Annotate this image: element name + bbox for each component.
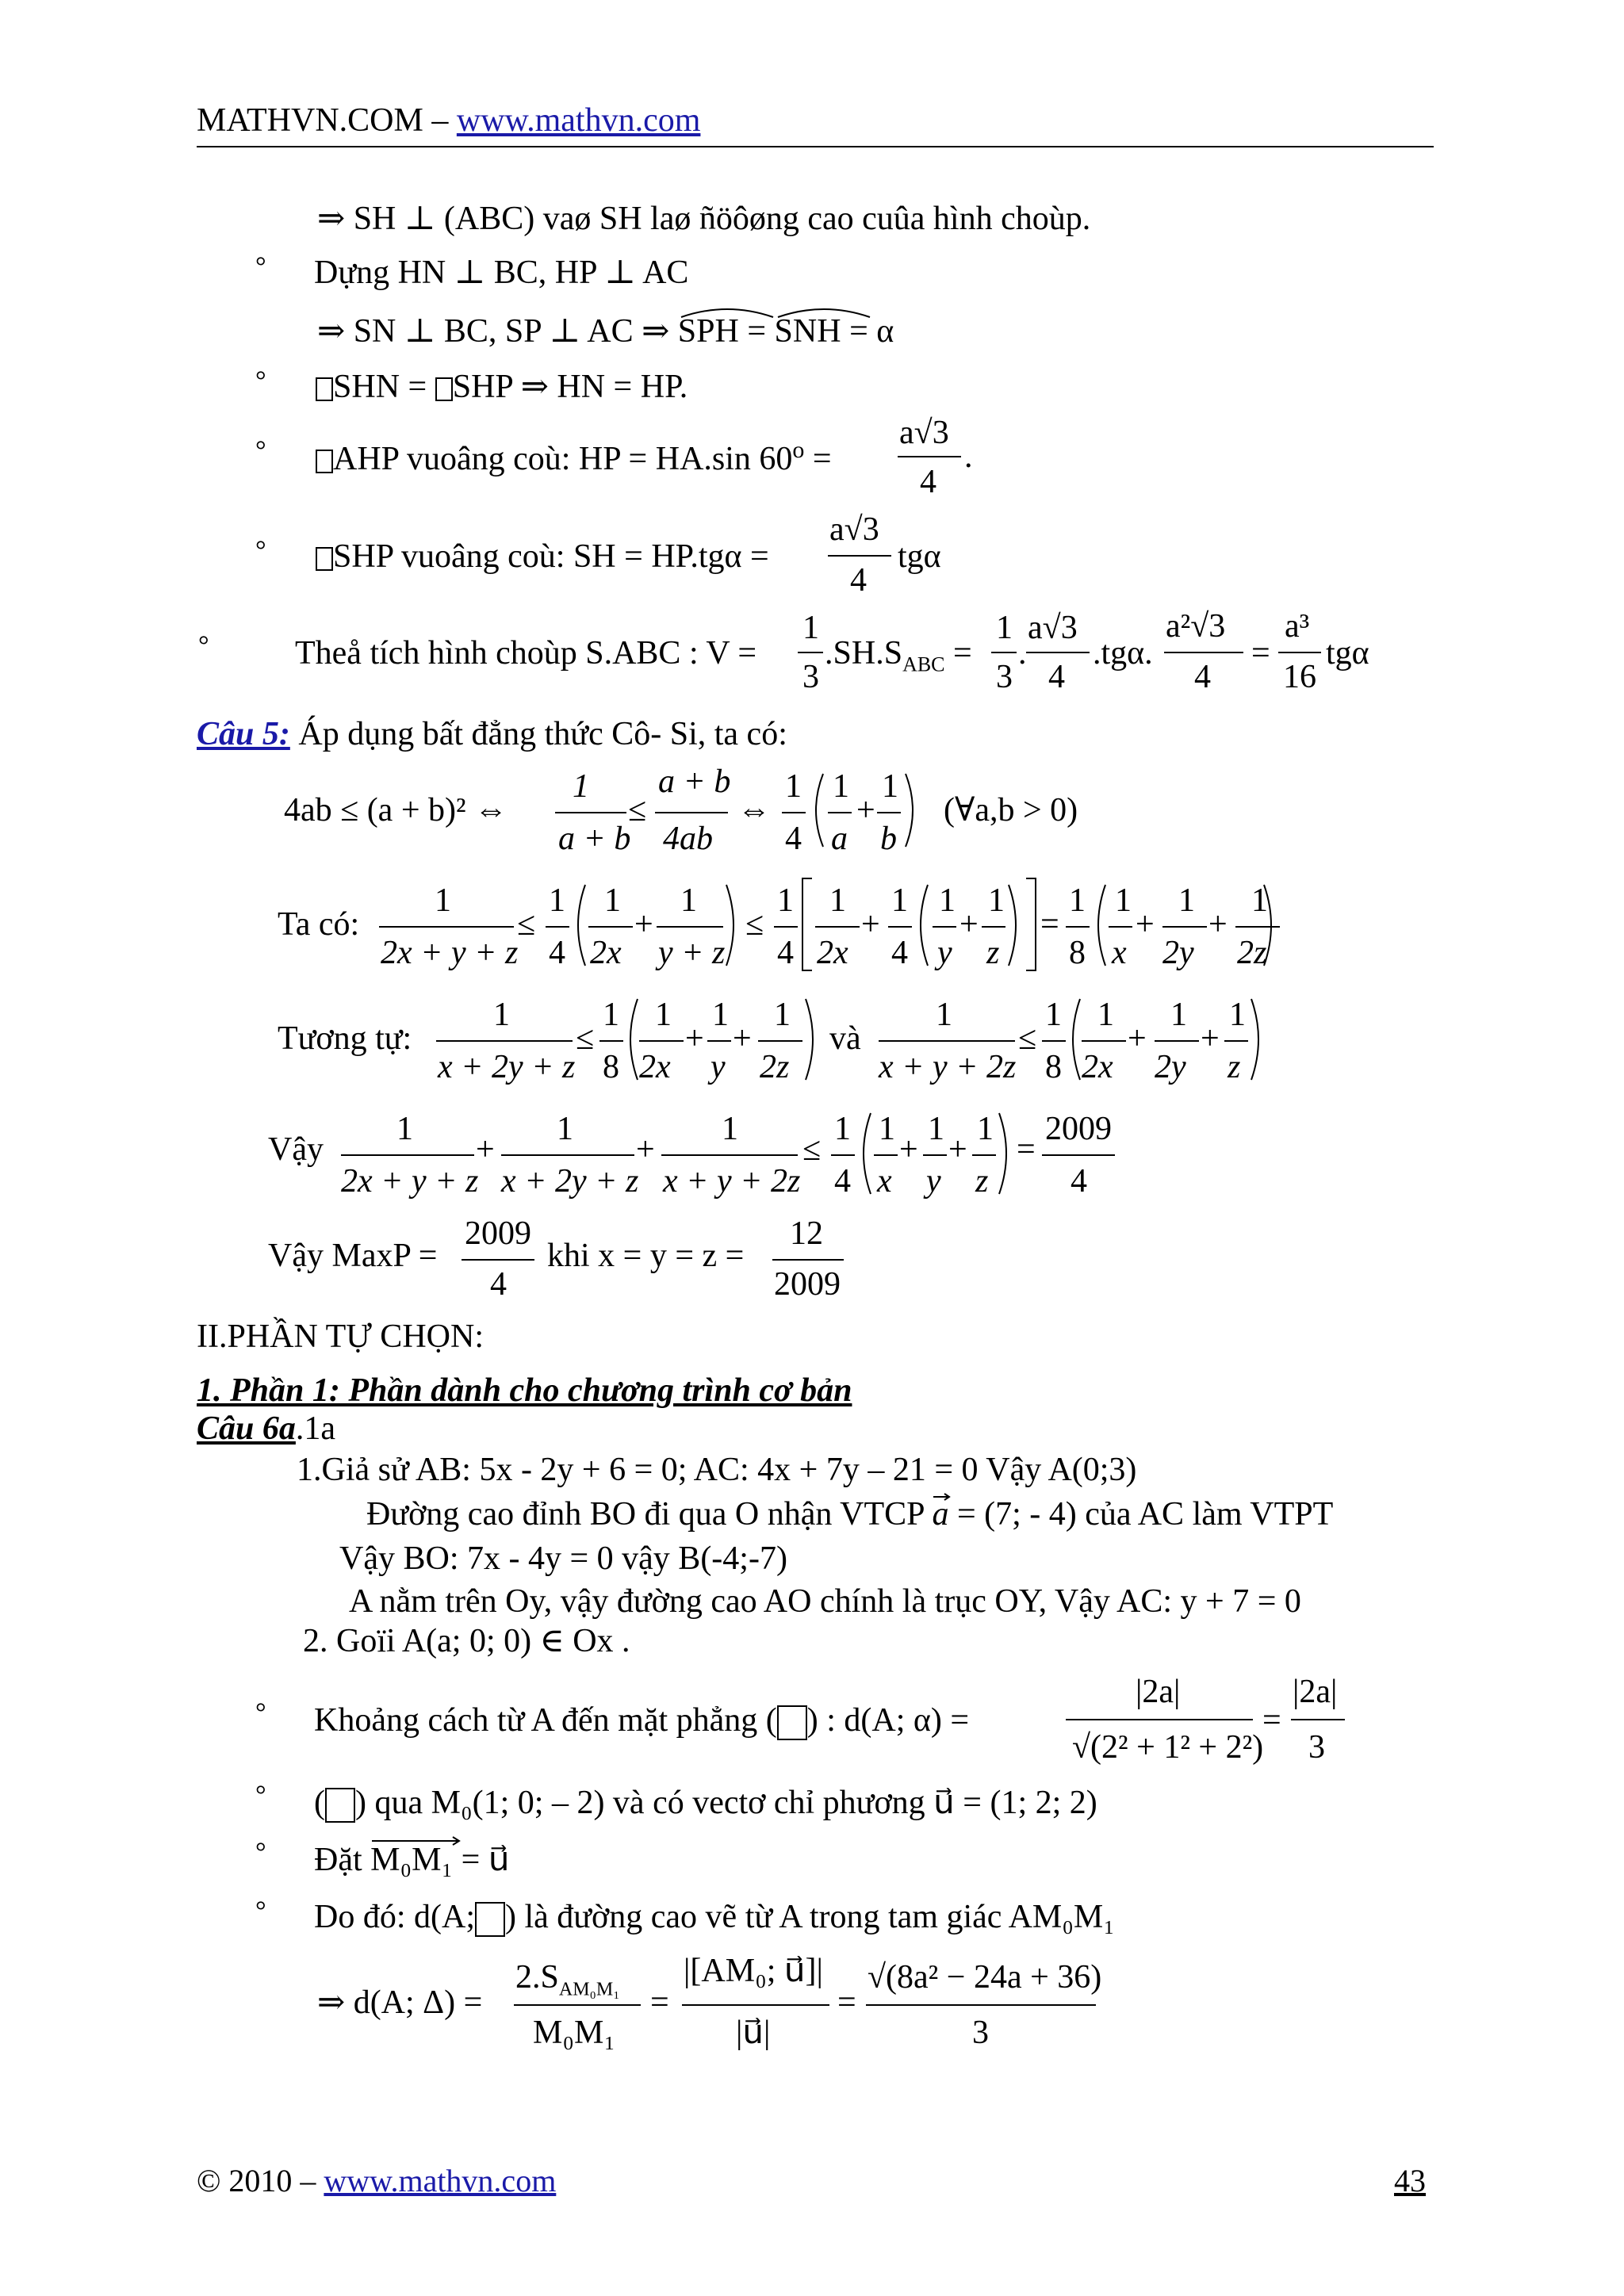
bullet: ° [255, 536, 266, 565]
bullet: ° [255, 1896, 266, 1926]
line-dat: Đặt M₀M₁ = u⃗ [314, 1841, 509, 1879]
part2-heading: II.PHẦN TỰ CHỌN: [197, 1318, 484, 1355]
header-link[interactable]: www.mathvn.com [456, 102, 701, 139]
triangle-symbol [316, 450, 333, 473]
bullet: ° [198, 631, 209, 660]
volume-label: Theå tích hình choùp S.ABC : V = [295, 635, 757, 672]
header [197, 101, 700, 140]
frac-den: 4 [850, 562, 867, 599]
cau5-text: Áp dụng bất đẳng thức Cô- Si, ta có: [298, 716, 787, 752]
triangle-symbol [316, 547, 333, 571]
line-shn-shp: SHN = SHP ⇒ HN = HP. [316, 368, 688, 406]
triangle-symbol [435, 377, 453, 401]
line-qua-m0: ( ) qua M₀(1; 0; – 2) và có vectơ chỉ phương u⃗ = (1; 2; 2) [314, 1784, 1097, 1823]
bullet: ° [255, 1698, 266, 1728]
paren-right [902, 771, 921, 850]
angle-sph: SPH [677, 313, 739, 350]
vector-arrow [932, 1492, 952, 1502]
bullet: ° [255, 1781, 266, 1810]
header-rule [197, 146, 1434, 147]
footer [197, 2163, 556, 2199]
line-shp: SHP vuoâng coù: SH = HP.tgα = [316, 538, 769, 576]
line-do-do: Do đó: d(A; ) là đường cao vẽ từ A trong tam giác AM₀M₁ [314, 1898, 1115, 1937]
line-sh-perp: ⇒ SH ⊥ (ABC) vaø SH laø ñöôøng cao cuûa hình choùp. [317, 201, 1091, 237]
line-ahp: AHP vuoâng coù: HP = HA.sin 60$^o$ = [316, 438, 832, 478]
cau6-line2: Đường cao đỉnh BO đi qua O nhận VTCP a = (7; - 4) của AC làm VTPT [366, 1495, 1333, 1533]
delta-box [475, 1902, 505, 1937]
cau6-line3: Vậy BO: 7x - 4y = 0 vậy B(-4;-7) [339, 1540, 787, 1577]
bracket-left [799, 877, 815, 972]
bullet: ° [255, 252, 266, 281]
cau6-line1: 1.Giả sử AB: 5x - 2y + 6 = 0; AC: 4x + 7y – 21 = 0 Vậy A(0;3) [297, 1452, 1137, 1488]
cau6-line4: A nằm trên Oy, vậy đường cao AO chính là trục OY, Vậy AC: y + 7 = 0 [349, 1583, 1301, 1620]
footer-link[interactable]: www.mathvn.com [324, 2163, 557, 2198]
part2-1-heading: 1. Phần 1: Phần dành cho chương trình cơ bản [197, 1372, 852, 1409]
bracket-right [1023, 877, 1039, 972]
bullet: ° [255, 366, 266, 396]
angle-arc-1 [678, 304, 781, 320]
cau5-label: Câu 5: [197, 716, 290, 752]
period: . [964, 438, 973, 475]
angle-snh: SNH [774, 313, 841, 350]
frac-den: 4 [920, 464, 936, 500]
line-dung: Dựng HN ⊥ BC, HP ⊥ AC [314, 254, 689, 291]
bullet: ° [255, 436, 266, 465]
cau5-heading [197, 715, 787, 753]
cau6-heading: Câu 6a.1a [197, 1410, 336, 1447]
angle-arc-2 [775, 304, 878, 320]
header-site: MATHVN.COM – [197, 102, 449, 139]
vector-arrow [370, 1835, 465, 1846]
frac-bar [828, 555, 891, 557]
footer-copy: © 2010 – [197, 2163, 316, 2198]
page-number: 43 [1394, 2163, 1426, 2198]
cau6-line5: 2. Goïi A(a; 0; 0) ∈ Ox . [303, 1623, 630, 1659]
frac-bar [898, 456, 961, 457]
frac-num: a√3 [829, 511, 879, 548]
tg-alpha: tgα [898, 538, 941, 575]
triangle-symbol [316, 377, 333, 401]
paren-left [807, 771, 826, 850]
distance-line: Khoảng cách từ A đến mặt phẳng ( ) : d(A; α) = [314, 1701, 969, 1740]
bullet: ° [255, 1838, 266, 1867]
line-sn-sp: ⇒ SN ⊥ BC, SP ⊥ AC ⇒ SPH = SNH = α [317, 312, 894, 350]
delta-box [325, 1788, 355, 1823]
alpha-box [777, 1705, 807, 1740]
frac-num: a√3 [899, 415, 949, 451]
